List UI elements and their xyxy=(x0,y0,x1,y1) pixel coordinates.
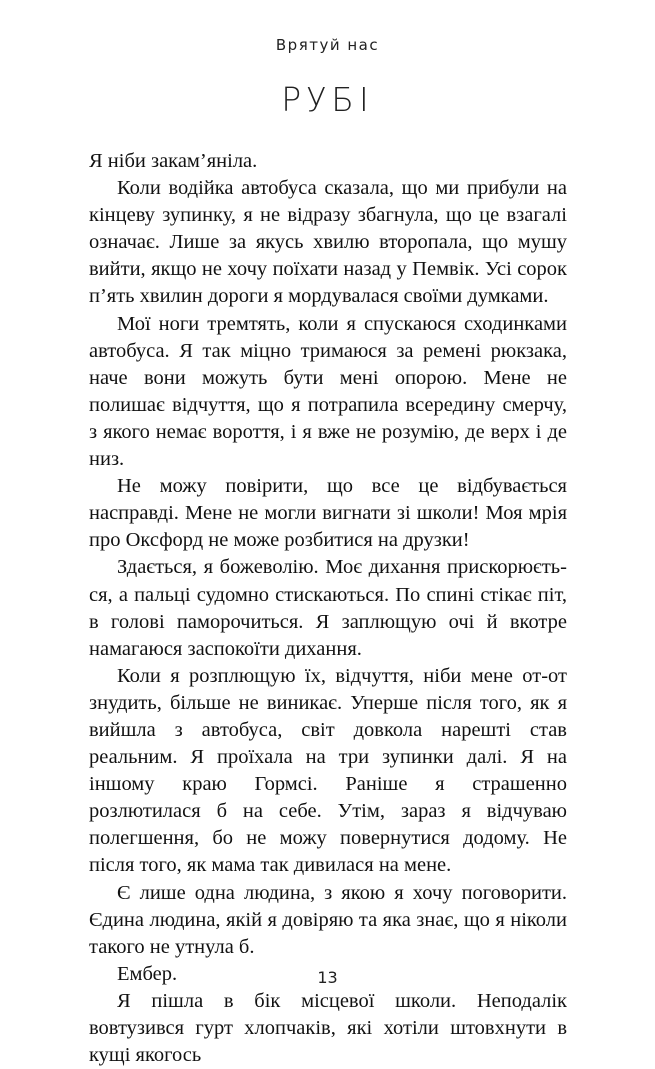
paragraph: Я пішла в бік місцевої школи. Неподалік вовтузився гурт хлопчаків, які хотіли штовхнути в кущі якогось xyxy=(89,989,567,1067)
paragraph: Ембер. xyxy=(117,962,178,985)
paragraph: Не можу повірити, що все це відбувається насправді. Мене не могли вигнати зі школи! Моя мрія про Оксфорд не може розбитися на друзки! xyxy=(89,475,567,552)
paragraph: Здається, я божеволію. Моє дихання прискорюється, а пальці судомно стискаються. По спині стікає піт, в голові паморочиться. Я заплющую очі й вкотре намагаюся заспокоїти дихання. xyxy=(89,556,567,660)
paragraph: Є лише одна людина, з якою я хочу поговорити. Єдина людина, якій я довіряю та яка знає, що я ніколи такого не утнула б. xyxy=(89,881,567,958)
paragraph: Я ніби закам’яніла. xyxy=(89,150,258,172)
paragraph: Коли водійка автобуса сказала, що ми прибули на кінцеву зупинку, я не відразу збагнула, що це взагалі означає. Лише за якусь хвилю второпала, що мушу вийти, якщо не хочу поїхати назад у Пемвік. Усі сорок п’ять хвилин дороги я мордувалася своїми думками. xyxy=(89,177,567,308)
chapter-title: РУБІ xyxy=(281,80,374,119)
page-number: 13 xyxy=(317,968,338,987)
running-head: Врятуй нас xyxy=(275,36,380,54)
paragraph: Коли я розплющую їх, відчуття, ніби мене от-от знудить, більше не виникає. Уперше після того, як я вийшла з автобуса, світ довкола нарешті став реальним. Я проїхала на три зупинки далі. Я на іншому краю Гормсі. Раніше я страшенно розлютилася б на себе. Утім, зараз я відчуваю полегшення, бо не можу повернутися додому. Не після того, як мама так дивилася на мене. xyxy=(89,664,567,877)
body-text xyxy=(89,148,567,1069)
paragraph: Мої ноги тремтять, коли я спускаюся сходинками автобуса. Я так міцно тримаюся за ремені рюкзака, наче вони можуть бути мені опорою. Мене не полишає відчуття, що я потрапила всередину смерчу, з якого немає вороття, і я вже не розумію, де верх і де низ. xyxy=(89,312,567,471)
